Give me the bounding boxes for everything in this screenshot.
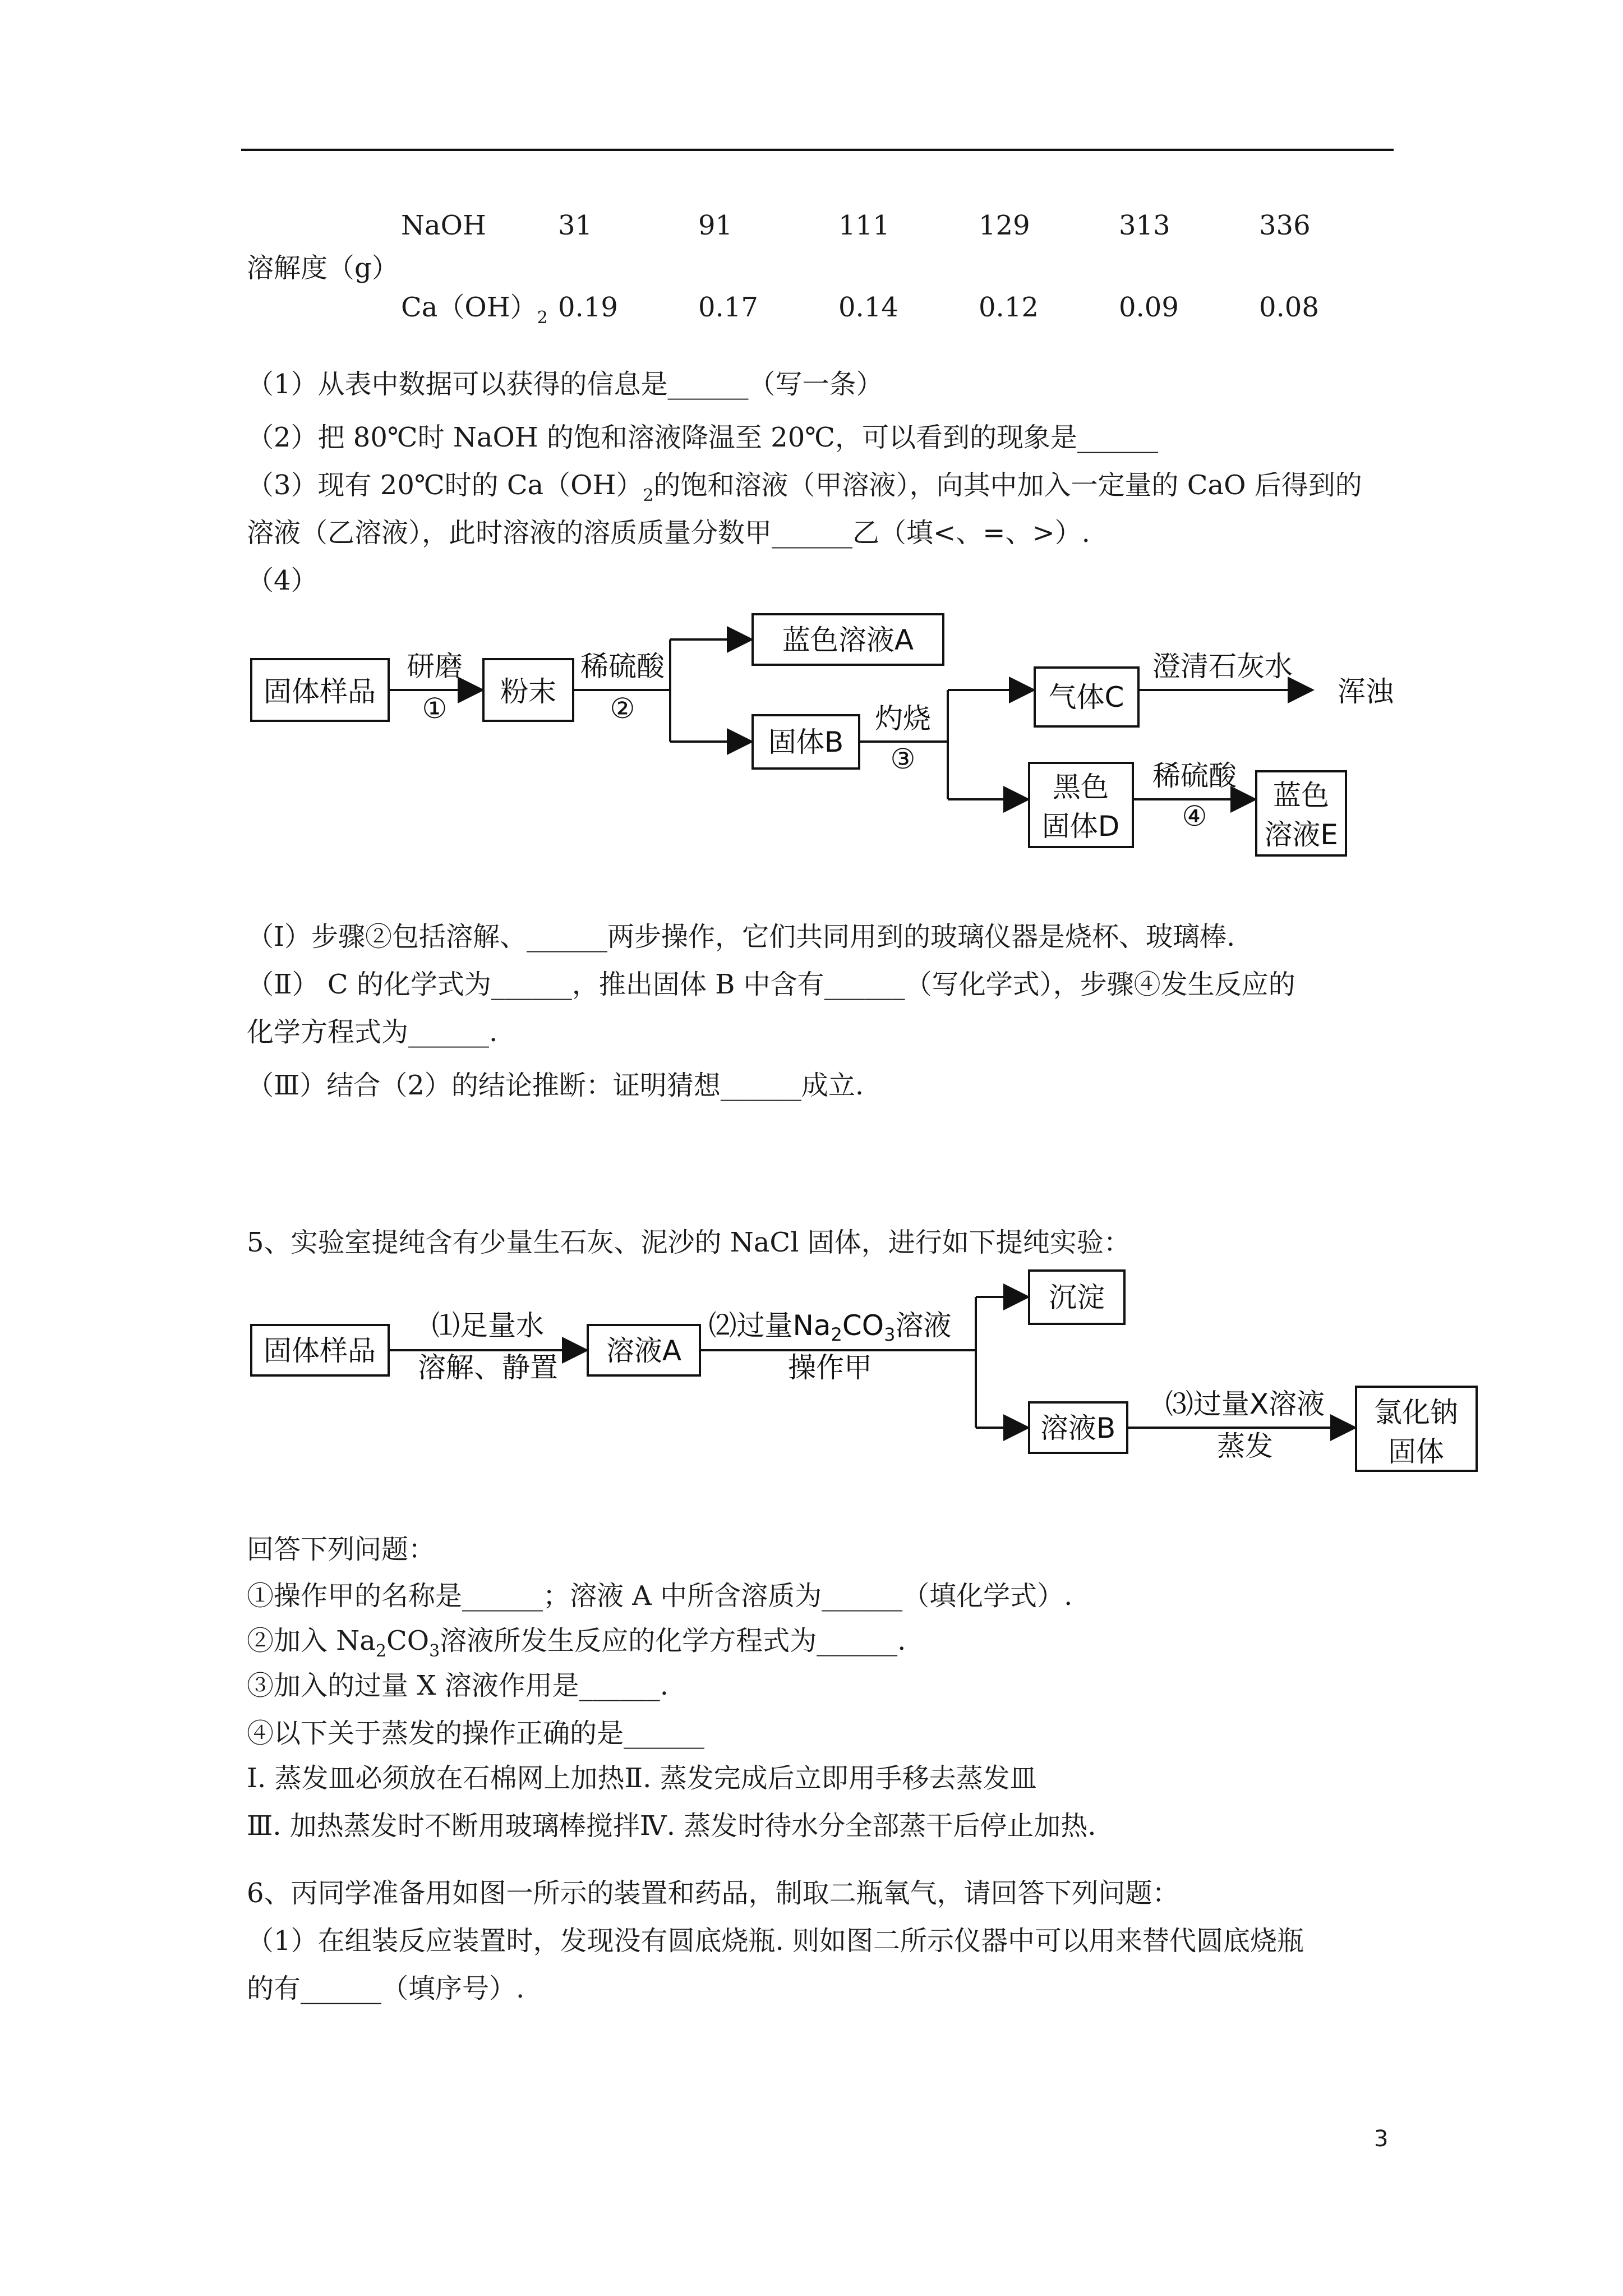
label-solution-a: 溶液A	[606, 1335, 682, 1367]
row-name-naoh: NaOH	[401, 210, 486, 241]
q4-sub-2: （Ⅱ） C 的化学式为______，推出固体 B 中含有______（写化学式），步骤④发生反应的	[247, 969, 1295, 1000]
flowchart-nacl-purification	[241, 1262, 1492, 1487]
q4-line-3: （3）现有 20℃时的 $Ca(OH)_2$的饱和溶液（甲溶液），向其中加入一定量的 CaO 后得到的	[247, 470, 1362, 505]
label-nacl-1: 氯化钠	[1374, 1396, 1458, 1429]
table-cell: 0.09	[1119, 292, 1179, 323]
q5-option-2: Ⅲ. 加热蒸发时不断用玻璃棒搅拌Ⅳ. 蒸发时待水分全部蒸干后停止加热.	[247, 1810, 1096, 1842]
q6-line-2: 的有______（填序号）.	[247, 1973, 525, 2004]
label-excess-x: ⑶过量X溶液	[1165, 1388, 1325, 1420]
table-cell: 111	[838, 210, 890, 241]
label-black-1: 黑色	[1053, 771, 1109, 803]
label-nacl-2: 固体	[1388, 1435, 1444, 1468]
q4-line-1: （1）从表中数据可以获得的信息是______（写一条）	[247, 369, 883, 400]
label-grind: 研磨	[407, 650, 463, 683]
label-blue-e-2: 溶液E	[1264, 818, 1338, 851]
table-cell: 31	[558, 210, 593, 241]
q6-title: 6、丙同学准备用如图一所示的装置和药品，制取二瓶氧气，请回答下列问题：	[247, 1878, 1179, 1909]
q5-option-1: Ⅰ. 蒸发皿必须放在石棉网上加热Ⅱ. 蒸发完成后立即用手移去蒸发皿	[247, 1763, 1037, 1794]
q5-title: 5、实验室提纯含有少量生石灰、泥沙的 NaCl 固体，进行如下提纯实验：	[247, 1227, 1131, 1258]
label-step-3: ③	[890, 743, 916, 775]
table-cell: 0.17	[698, 292, 758, 323]
label-dilute-acid: 稀硫酸	[580, 650, 665, 683]
label-evaporate: 蒸发	[1217, 1430, 1273, 1462]
label-step-4: ④	[1182, 800, 1207, 832]
table-cell: 91	[698, 210, 733, 241]
header-rule	[241, 149, 1394, 151]
q5-answer-1: ①操作甲的名称是______；溶液 A 中所含溶质为______（填化学式）.	[247, 1580, 1073, 1612]
flowchart-copper-analysis	[241, 606, 1424, 864]
label-step-2: ②	[610, 692, 635, 725]
label-solid-sample: 固体样品	[264, 675, 376, 708]
label-precipitate: 沉淀	[1049, 1281, 1105, 1314]
q5-answer-4: ④以下关于蒸发的操作正确的是______	[247, 1718, 705, 1749]
label-dissolve-settle: 溶解、静置	[418, 1351, 558, 1384]
label-blue-e-1: 蓝色	[1273, 779, 1329, 812]
q5-answer-2: ②加入 $Na_2CO_3$溶液所发生反应的化学方程式为______.	[247, 1625, 906, 1661]
label-water: ⑴足量水	[432, 1309, 544, 1342]
q4-sub-4: （Ⅲ）结合（2）的结论推断：证明猜想______成立.	[247, 1070, 864, 1101]
table-cell: 336	[1259, 210, 1311, 241]
q4-sub-3: 化学方程式为______.	[247, 1016, 498, 1048]
q4-sub-1: （Ⅰ）步骤②包括溶解、______两步操作，它们共同用到的玻璃仪器是烧杯、玻璃棒.	[247, 921, 1235, 953]
label-burn: 灼烧	[875, 702, 931, 735]
label-turbid: 浑浊	[1338, 675, 1394, 708]
table-row-label: 溶解度（g）	[247, 252, 399, 284]
label-solution-b: 溶液B	[1040, 1412, 1116, 1444]
table-cell: 0.12	[979, 292, 1039, 323]
table-cell: 129	[979, 210, 1030, 241]
label-limewater: 澄清石灰水	[1152, 650, 1293, 683]
table-cell: 313	[1119, 210, 1170, 241]
label-step-1: ①	[422, 692, 448, 725]
label-gas-c: 气体C	[1048, 681, 1124, 714]
q5-answer-heading: 回答下列问题：	[247, 1534, 436, 1565]
label-powder: 粉末	[500, 675, 556, 708]
label-operation-a: 操作甲	[788, 1351, 872, 1384]
label-black-2: 固体D	[1041, 810, 1120, 843]
q5-answer-3: ③加入的过量 X 溶液作用是______.	[247, 1670, 668, 1701]
table-cell: 0.08	[1259, 292, 1319, 323]
q4-line-4: 溶液（乙溶液），此时溶液的溶质质量分数甲______乙（填<、=、>）.	[247, 517, 1090, 549]
q4-line-5: （4）	[247, 565, 318, 596]
page-number: 3	[1374, 2126, 1389, 2152]
label-excess-na2co3: ⑵过量$Na_2CO_3$溶液	[708, 1309, 952, 1345]
label-solid-b: 固体B	[768, 726, 844, 758]
table-cell: 0.14	[838, 292, 898, 323]
label-blue-solution-a: 蓝色溶液A	[782, 624, 914, 656]
q4-line-2: （2）把 80℃时 NaOH 的饱和溶液降温至 20℃，可以看到的现象是______	[247, 422, 1158, 453]
label-solid-sample-2: 固体样品	[264, 1335, 376, 1367]
label-dilute-acid-2: 稀硫酸	[1152, 760, 1237, 792]
table-cell: 0.19	[558, 292, 618, 323]
q6-line-1: （1）在组装反应装置时，发现没有圆底烧瓶. 则如图二所示仪器中可以用来替代圆底烧瓶	[247, 1925, 1304, 1957]
row-name-caoh2: $Ca(OH)_2$	[401, 292, 548, 328]
